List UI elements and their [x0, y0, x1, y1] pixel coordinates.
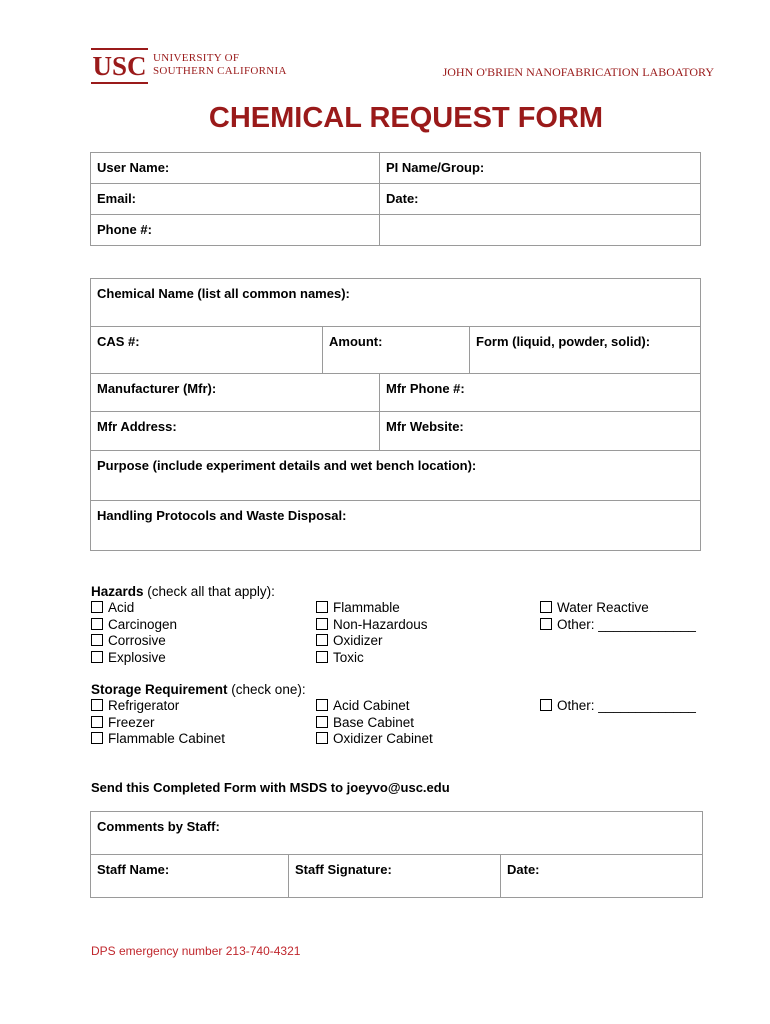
hazard-checkbox-water-reactive[interactable]: [540, 600, 696, 617]
staff-date-label: Date:: [507, 862, 540, 877]
pi-name-label: PI Name/Group:: [386, 160, 485, 175]
amount-field[interactable]: [323, 327, 470, 374]
storage-label: Oxidizer Cabinet: [333, 731, 433, 746]
hazard-checkbox-carcinogen[interactable]: [91, 617, 177, 634]
hazard-checkbox-other[interactable]: [540, 617, 696, 634]
hazards-column-3: [540, 600, 696, 633]
staff-comments-label: Comments by Staff:: [97, 819, 220, 834]
user-name-label: User Name:: [97, 160, 170, 175]
checkbox-icon[interactable]: [316, 651, 328, 663]
empty-cell: [380, 215, 701, 246]
storage-title: Storage Requirement: [91, 682, 228, 697]
checkbox-icon[interactable]: [316, 716, 328, 728]
hazards-heading: [91, 584, 275, 601]
storage-checkbox-other[interactable]: [540, 698, 696, 715]
cas-field[interactable]: [91, 327, 323, 374]
storage-heading: [91, 682, 306, 699]
storage-label: Acid Cabinet: [333, 698, 410, 713]
storage-checkbox-oxidizer-cabinet[interactable]: [316, 731, 433, 748]
hazards-column-2: [316, 600, 428, 666]
handling-field[interactable]: [91, 501, 701, 551]
checkbox-icon[interactable]: [316, 601, 328, 613]
checkbox-icon[interactable]: [316, 634, 328, 646]
amount-label: Amount:: [329, 334, 383, 349]
usc-logo-text: [153, 52, 287, 78]
mfr-address-label: Mfr Address:: [97, 419, 177, 434]
checkbox-icon[interactable]: [316, 618, 328, 630]
checkbox-icon[interactable]: [91, 732, 103, 744]
date-label: Date:: [386, 191, 419, 206]
storage-label: Flammable Cabinet: [108, 731, 226, 746]
staff-date-field[interactable]: [501, 855, 703, 898]
checkbox-icon[interactable]: [91, 601, 103, 613]
storage-column-1: [91, 698, 225, 748]
form-label: Form (liquid, powder, solid):: [476, 334, 651, 349]
hazard-checkbox-acid[interactable]: [91, 600, 177, 617]
checkbox-icon[interactable]: [91, 699, 103, 711]
staff-signature-label: Staff Signature:: [295, 862, 392, 877]
staff-name-field[interactable]: [91, 855, 289, 898]
page-title: CHEMICAL REQUEST FORM: [208, 102, 604, 134]
hazard-label: Carcinogen: [108, 616, 178, 632]
hazard-label: Oxidizer: [333, 633, 383, 648]
manufacturer-label: Manufacturer (Mfr):: [97, 381, 217, 396]
checkbox-icon[interactable]: [91, 634, 103, 646]
checkbox-icon[interactable]: [540, 699, 552, 711]
storage-label: Refrigerator: [108, 698, 180, 713]
handling-label: Handling Protocols and Waste Disposal:: [97, 508, 347, 523]
hazards-hint: (check all that apply):: [147, 584, 275, 599]
checkbox-icon[interactable]: [540, 618, 552, 630]
staff-comments-field[interactable]: [91, 812, 703, 855]
hazard-label: Flammable: [333, 600, 400, 615]
checkbox-icon[interactable]: [316, 699, 328, 711]
hazard-checkbox-explosive[interactable]: [91, 650, 177, 667]
staff-name-label: Staff Name:: [97, 862, 170, 877]
storage-checkbox-flammable-cabinet[interactable]: [91, 731, 225, 748]
hazard-checkbox-oxidizer[interactable]: [316, 633, 428, 650]
purpose-label: Purpose (include experiment details and wet bench location):: [97, 458, 477, 473]
purpose-field[interactable]: [91, 451, 701, 501]
hazard-label: Corrosive: [108, 633, 166, 648]
hazards-title: Hazards: [91, 584, 144, 599]
checkbox-icon[interactable]: [540, 601, 552, 613]
staff-signature-field[interactable]: [289, 855, 501, 898]
chemical-name-field[interactable]: [91, 279, 701, 327]
lab-name: JOHN O'BRIEN NANOFABRICATION LABOATORY: [442, 65, 714, 79]
logo-line-1: UNIVERSITY OF: [153, 52, 240, 64]
storage-checkbox-acid-cabinet[interactable]: [316, 698, 433, 715]
storage-label: Other: _____________: [557, 698, 696, 713]
mfr-phone-field[interactable]: [380, 374, 701, 412]
storage-checkbox-base-cabinet[interactable]: [316, 715, 433, 732]
send-instructions: Send this Completed Form with MSDS to joeyvo@usc.edu: [91, 780, 450, 795]
user-info-table: [90, 152, 701, 246]
storage-hint: (check one):: [231, 682, 306, 697]
email-field[interactable]: [91, 184, 380, 215]
checkbox-icon[interactable]: [91, 651, 103, 663]
chemical-name-label: Chemical Name (list all common names):: [97, 286, 350, 301]
chemical-info-table: [90, 278, 701, 551]
date-field[interactable]: [380, 184, 701, 215]
logo-line-2: SOUTHERN CALIFORNIA: [153, 65, 287, 77]
phone-field[interactable]: [91, 215, 380, 246]
hazards-column-1: [91, 600, 177, 666]
cas-label: CAS #:: [97, 334, 140, 349]
hazard-label: Explosive: [108, 649, 166, 665]
hazard-label: Other: _____________: [557, 616, 696, 632]
storage-column-3: [540, 698, 696, 715]
pi-name-field[interactable]: [380, 153, 701, 184]
storage-column-2: [316, 698, 433, 748]
checkbox-icon[interactable]: [316, 732, 328, 744]
manufacturer-field[interactable]: [91, 374, 380, 412]
hazard-label: Toxic: [333, 649, 364, 665]
hazard-label: Acid: [108, 600, 135, 615]
mfr-website-label: Mfr Website:: [386, 419, 464, 434]
form-field[interactable]: [470, 327, 701, 374]
hazard-checkbox-flammable[interactable]: [316, 600, 428, 617]
hazard-label: Water Reactive: [557, 600, 649, 615]
emergency-number: DPS emergency number 213-740-4321: [91, 944, 301, 958]
hazard-checkbox-non-hazardous[interactable]: [316, 617, 428, 634]
user-name-field[interactable]: [91, 153, 380, 184]
email-label: Email:: [97, 191, 137, 206]
phone-label: Phone #:: [97, 222, 152, 237]
hazard-label: Non-Hazardous: [333, 616, 428, 632]
hazard-checkbox-corrosive[interactable]: [91, 633, 177, 650]
storage-label: Freezer: [108, 714, 155, 730]
storage-checkbox-refrigerator[interactable]: [91, 698, 225, 715]
usc-logo-mark: USC: [91, 48, 148, 84]
staff-table: [90, 811, 703, 898]
checkbox-icon[interactable]: [91, 618, 103, 630]
storage-label: Base Cabinet: [333, 714, 415, 730]
hazard-checkbox-toxic[interactable]: [316, 650, 428, 667]
mfr-phone-label: Mfr Phone #:: [386, 381, 465, 396]
storage-checkbox-freezer[interactable]: [91, 715, 225, 732]
mfr-website-field[interactable]: [380, 412, 701, 451]
checkbox-icon[interactable]: [91, 716, 103, 728]
mfr-address-field[interactable]: [91, 412, 380, 451]
